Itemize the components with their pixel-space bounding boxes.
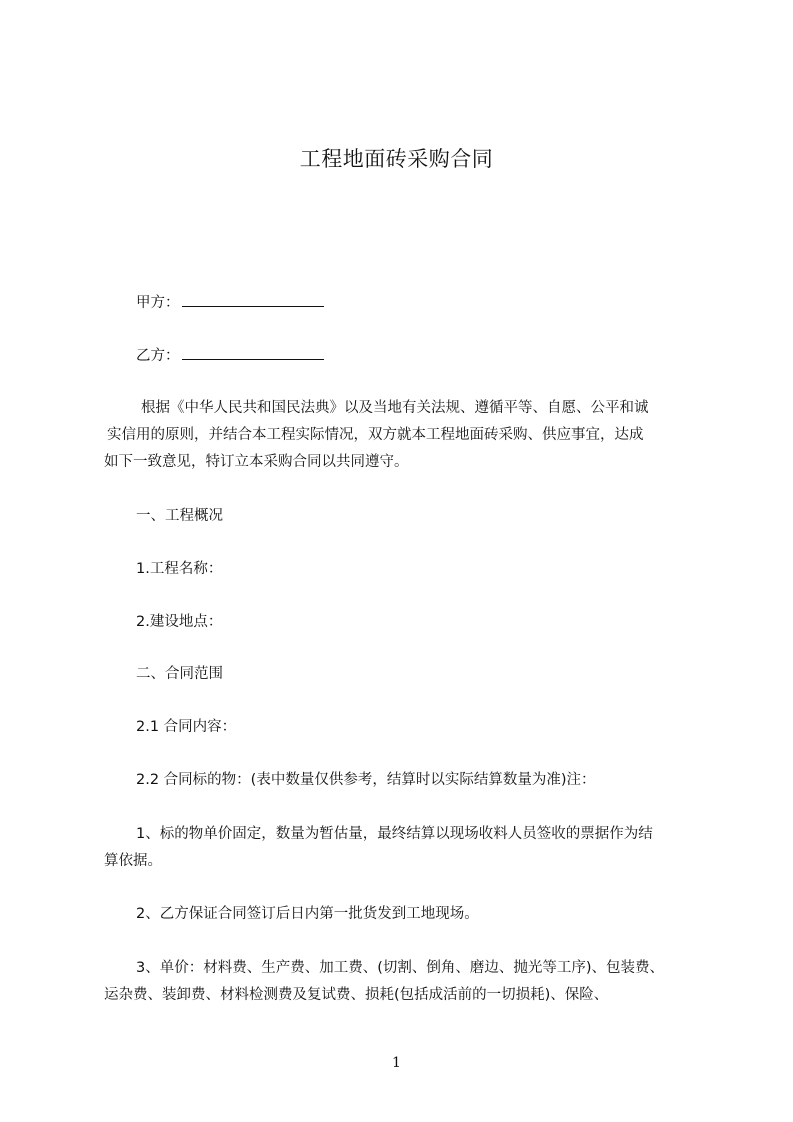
- intro-line-2: 实信用的原则，并结合本工程实际情况，双方就本工程地面砖采购、供应事宜，达成: [107, 427, 644, 443]
- intro-line-3: 如下一致意见，特订立本采购合同以共同遵守。: [104, 454, 409, 470]
- note-1-line-1: 1、标的物单价固定，数量为暂估量，最终结算以现场收料人员签收的票据作为结: [136, 826, 653, 842]
- project-name-item: 1.工程名称：: [136, 561, 223, 577]
- note-1-line-2: 算依据。: [104, 853, 162, 869]
- contract-subject-item: 2.2 合同标的物：(表中数量仅供参考，结算时以实际结算数量为准)注：: [136, 772, 596, 788]
- page-number: 1: [392, 1055, 401, 1071]
- section-1-heading: 一、工程概况: [136, 508, 223, 524]
- party-b-line: [136, 345, 324, 366]
- note-2: 2、乙方保证合同签订后日内第一批货发到工地现场。: [136, 906, 479, 922]
- document-title: 工程地面砖采购合同: [299, 147, 494, 171]
- party-a-line: [136, 292, 324, 313]
- note-3-line-1: 3、单价：材料费、生产费、加工费、(切割、倒角、磨边、抛光等工序)、包装费、: [136, 960, 665, 976]
- party-a-label: 甲方：: [136, 295, 180, 311]
- party-a-blank: [182, 292, 324, 307]
- contract-content-item: 2.1 合同内容：: [136, 719, 237, 735]
- party-b-blank: [182, 345, 324, 360]
- intro-line-1: 根据《中华人民共和国民法典》以及当地有关法规、遵循平等、自愿、公平和诚: [141, 400, 649, 416]
- section-2-heading: 二、合同范围: [136, 666, 223, 682]
- note-3-line-2: 运杂费、装卸费、材料检测费及复试费、损耗(包括成活前的一切损耗)、保险、: [104, 987, 609, 1003]
- party-b-label: 乙方：: [136, 348, 180, 364]
- construction-site-item: 2.建设地点：: [136, 614, 223, 630]
